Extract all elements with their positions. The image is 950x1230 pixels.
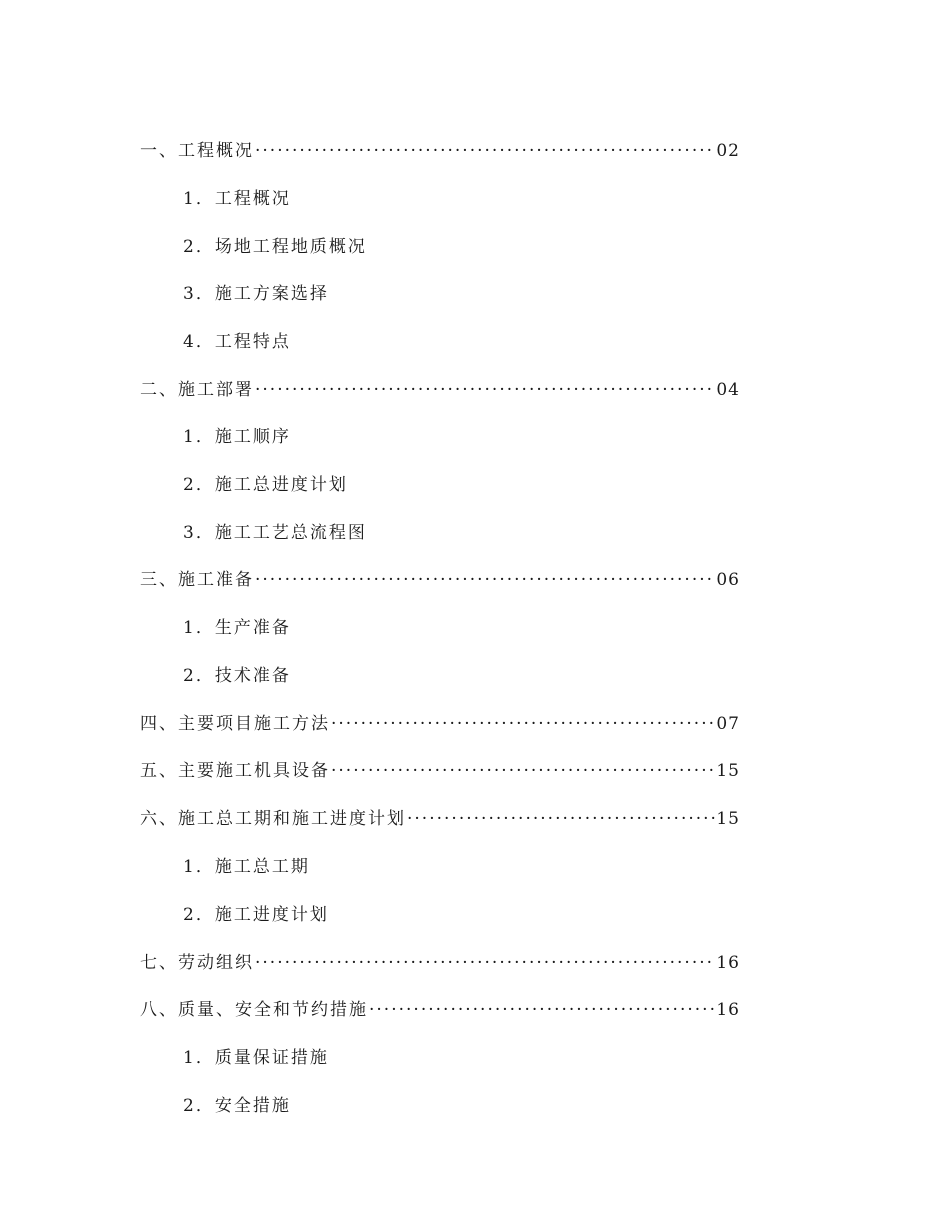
toc-leader-dots bbox=[331, 712, 715, 736]
toc-title: 安全措施 bbox=[214, 1096, 291, 1116]
toc-entry-2-3[interactable] bbox=[183, 521, 583, 545]
toc-leader-dots bbox=[255, 951, 715, 975]
toc-title: 劳动组织 bbox=[178, 953, 254, 973]
toc-page-number: 15 bbox=[716, 761, 740, 781]
toc-title: 施工总工期和施工进度计划 bbox=[178, 809, 406, 829]
toc-number: 3． bbox=[183, 284, 215, 304]
toc-number: 2． bbox=[183, 237, 215, 257]
toc-number: 4． bbox=[183, 332, 215, 352]
toc-page-number: 16 bbox=[716, 953, 740, 973]
toc-title: 质量、安全和节约措施 bbox=[178, 1000, 368, 1020]
toc-page-number: 16 bbox=[716, 1000, 740, 1020]
toc-page-number: 06 bbox=[716, 570, 740, 590]
toc-entry-1-2[interactable] bbox=[183, 235, 583, 259]
toc-number: 七、 bbox=[140, 953, 178, 973]
toc-number: 1． bbox=[183, 1048, 215, 1068]
toc-title: 技术准备 bbox=[214, 666, 291, 686]
toc-entry-1-3[interactable] bbox=[183, 282, 583, 306]
toc-leader-dots bbox=[331, 759, 715, 783]
toc-leader-dots bbox=[407, 807, 715, 831]
toc-number: 2． bbox=[183, 1096, 215, 1116]
toc-entry-1-4[interactable] bbox=[183, 330, 583, 354]
toc-title: 施工进度计划 bbox=[214, 905, 329, 925]
toc-title: 工程特点 bbox=[214, 332, 291, 352]
toc-entry-6-2[interactable] bbox=[183, 903, 583, 927]
toc-entry-section-5[interactable] bbox=[140, 759, 740, 783]
toc-number: 三、 bbox=[140, 570, 178, 590]
toc-number: 2． bbox=[183, 666, 215, 686]
toc-number: 一、 bbox=[140, 141, 178, 161]
toc-number: 五、 bbox=[140, 761, 178, 781]
toc-entry-8-2[interactable] bbox=[183, 1094, 583, 1118]
toc-title: 质量保证措施 bbox=[214, 1048, 329, 1068]
toc-entry-3-2[interactable] bbox=[183, 664, 583, 688]
toc-entry-8-1[interactable] bbox=[183, 1046, 583, 1070]
toc-entry-1-1[interactable] bbox=[183, 187, 583, 211]
toc-title: 施工部署 bbox=[178, 380, 254, 400]
toc-title: 施工准备 bbox=[178, 570, 254, 590]
toc-title: 施工总进度计划 bbox=[214, 475, 348, 495]
toc-page-number: 02 bbox=[716, 141, 740, 161]
toc-number: 六、 bbox=[140, 809, 178, 829]
toc-leader-dots bbox=[369, 998, 715, 1022]
toc-entry-section-7[interactable] bbox=[140, 951, 740, 975]
toc-title: 主要施工机具设备 bbox=[178, 761, 330, 781]
toc-entry-section-8[interactable] bbox=[140, 998, 740, 1022]
toc-entry-2-2[interactable] bbox=[183, 473, 583, 497]
toc-entry-section-4[interactable] bbox=[140, 712, 740, 736]
toc-page-number: 15 bbox=[716, 809, 740, 829]
toc-title: 工程概况 bbox=[178, 141, 254, 161]
toc-number: 八、 bbox=[140, 1000, 178, 1020]
toc-title: 主要项目施工方法 bbox=[178, 714, 330, 734]
toc-entry-section-1[interactable] bbox=[140, 139, 740, 163]
toc-page-number: 04 bbox=[716, 380, 740, 400]
toc-number: 2． bbox=[183, 475, 215, 495]
toc-leader-dots bbox=[255, 568, 715, 592]
toc-leader-dots bbox=[255, 378, 715, 402]
toc-page-number: 07 bbox=[716, 714, 740, 734]
toc-leader-dots bbox=[255, 139, 715, 163]
toc-entry-6-1[interactable] bbox=[183, 855, 583, 879]
toc-number: 2． bbox=[183, 905, 215, 925]
toc-entry-section-2[interactable] bbox=[140, 378, 740, 402]
toc-title: 施工方案选择 bbox=[214, 284, 329, 304]
toc-title: 施工总工期 bbox=[214, 857, 310, 877]
toc-number: 1． bbox=[183, 857, 215, 877]
toc-title: 工程概况 bbox=[214, 189, 291, 209]
toc-number: 1． bbox=[183, 618, 215, 638]
toc-entry-section-3[interactable] bbox=[140, 568, 740, 592]
toc-title: 施工顺序 bbox=[214, 427, 291, 447]
toc-title: 施工工艺总流程图 bbox=[214, 523, 367, 543]
toc-number: 二、 bbox=[140, 380, 178, 400]
toc-title: 生产准备 bbox=[214, 618, 291, 638]
toc-title: 场地工程地质概况 bbox=[214, 237, 367, 257]
toc-number: 1． bbox=[183, 427, 215, 447]
toc-number: 1． bbox=[183, 189, 215, 209]
toc-number: 四、 bbox=[140, 714, 178, 734]
toc-entry-section-6[interactable] bbox=[140, 807, 740, 831]
toc-number: 3． bbox=[183, 523, 215, 543]
toc-entry-2-1[interactable] bbox=[183, 425, 583, 449]
toc-entry-3-1[interactable] bbox=[183, 616, 583, 640]
